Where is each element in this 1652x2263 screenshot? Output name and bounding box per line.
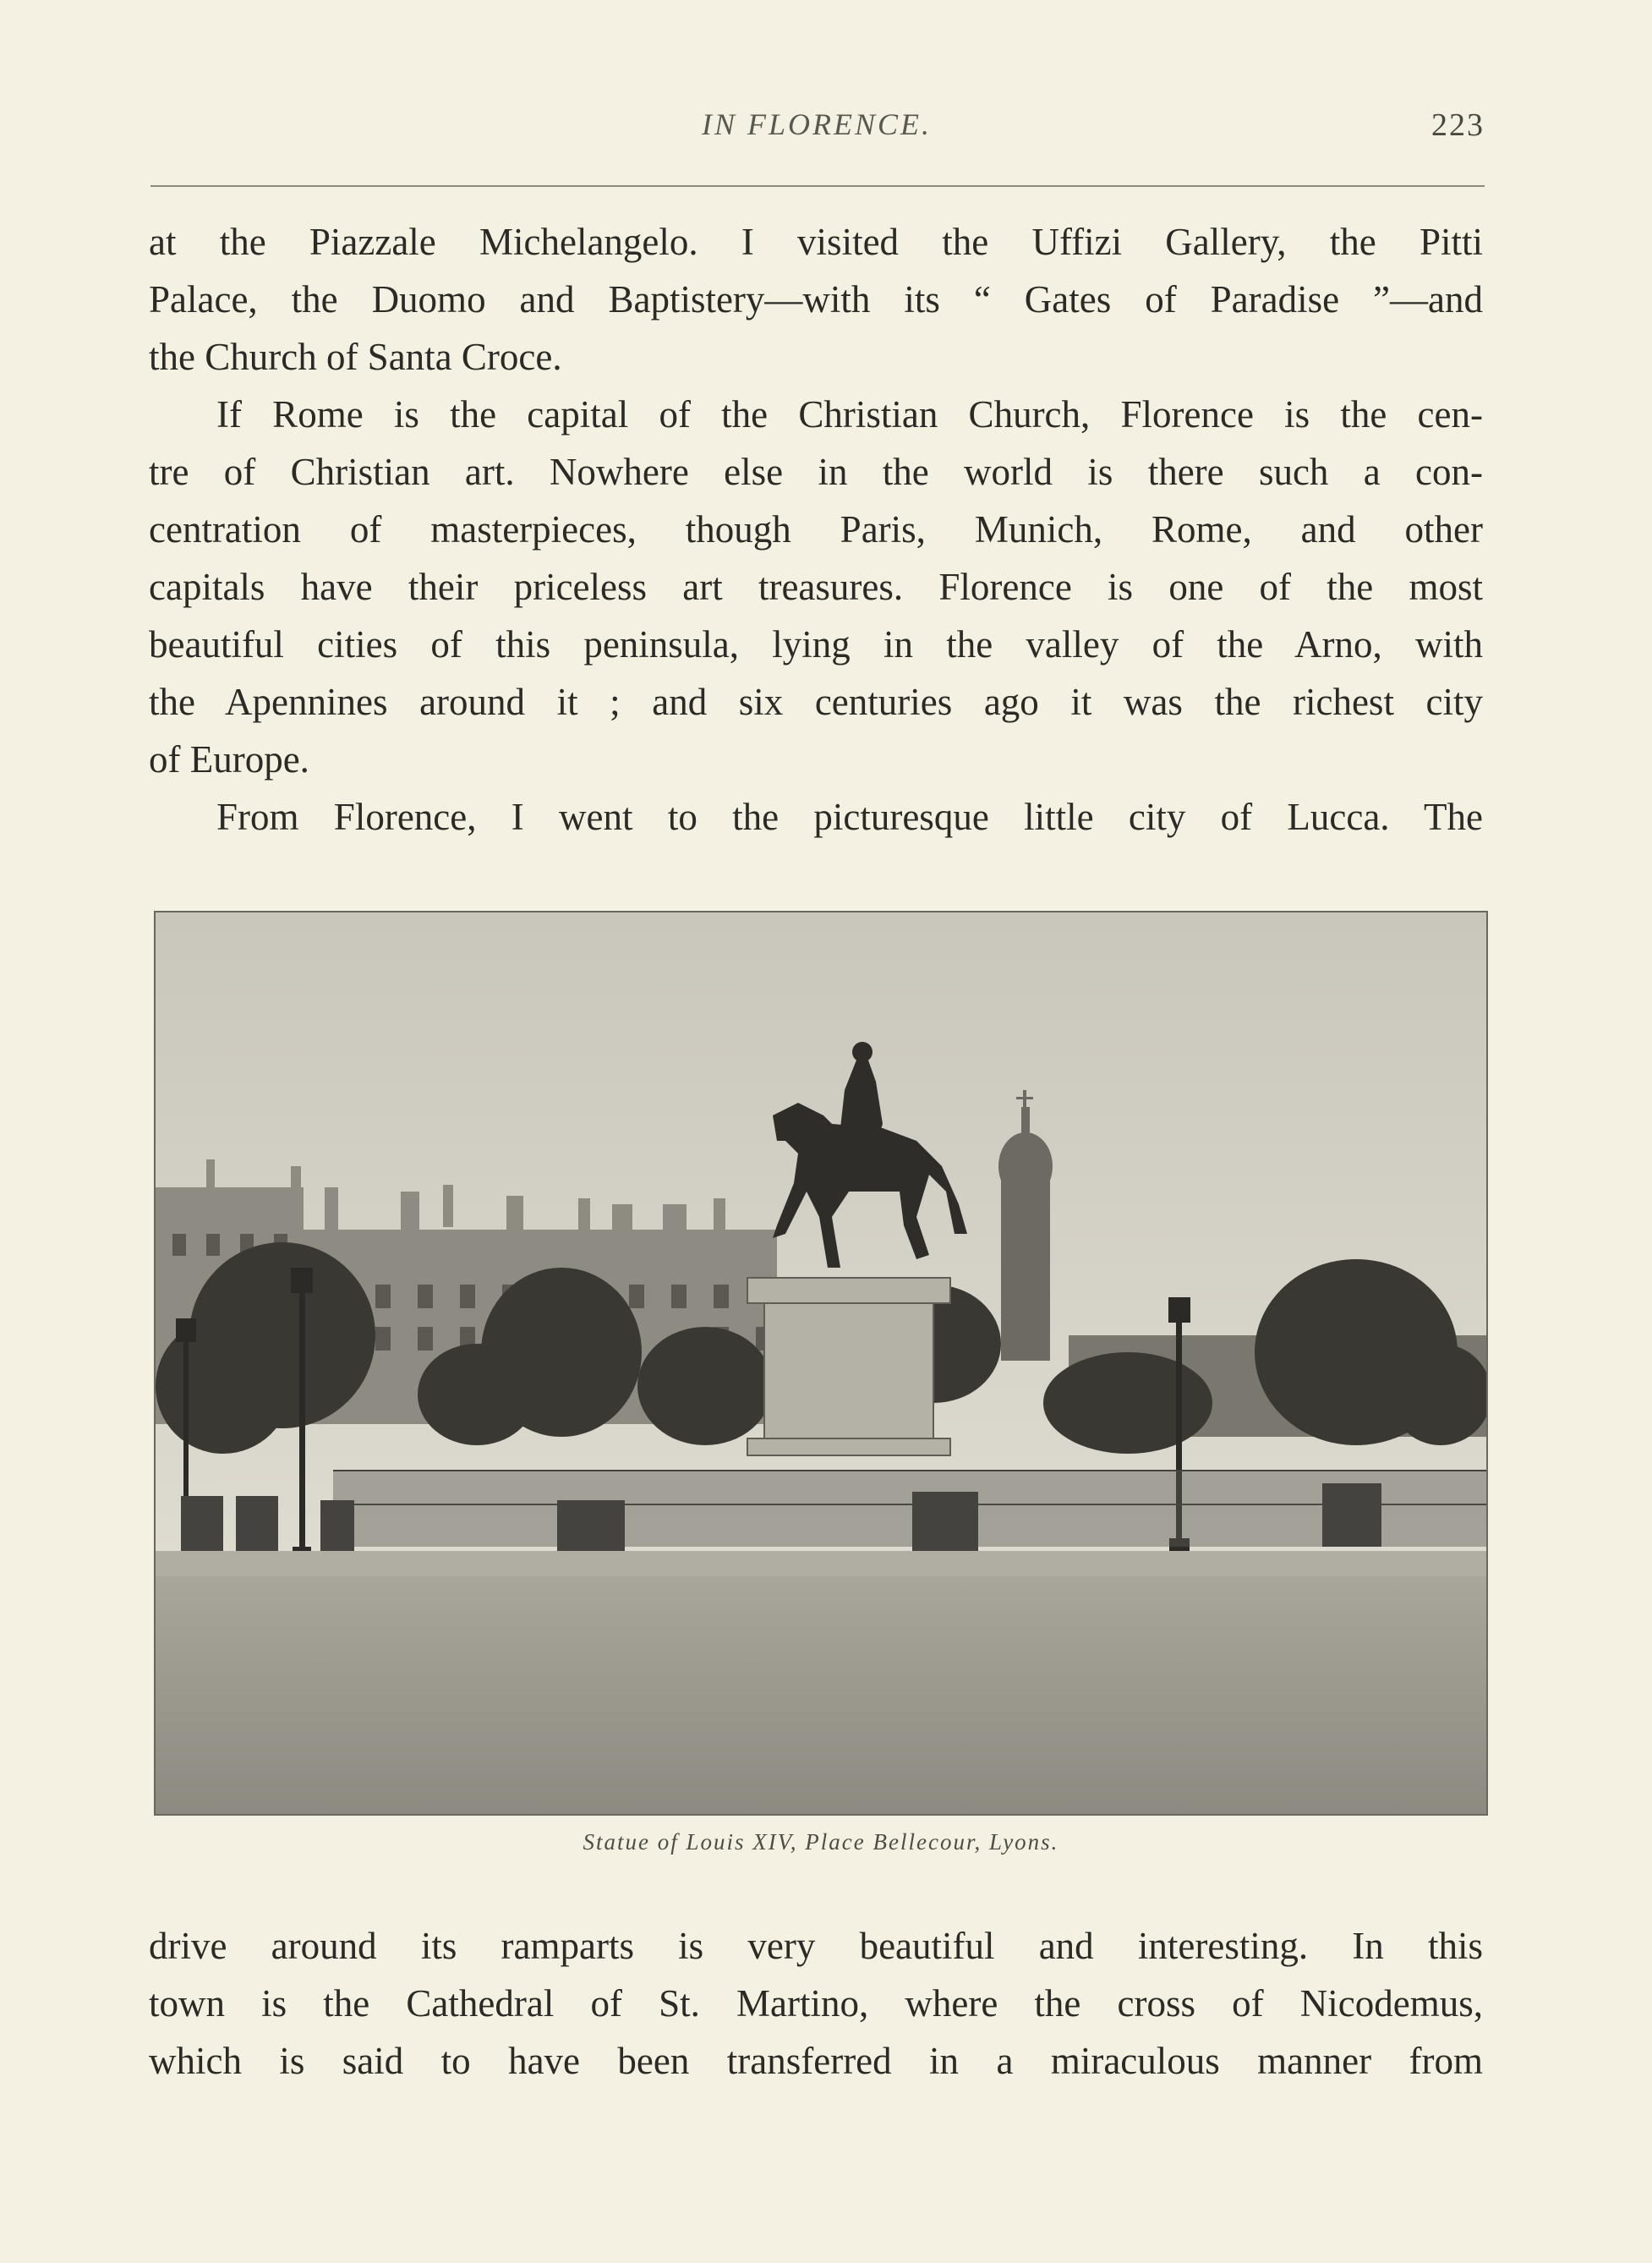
running-title: IN FLORENCE. (701, 107, 932, 141)
running-head (149, 107, 1485, 149)
photograph-equestrian-statue (154, 911, 1488, 1816)
text-line: at the Piazzale Michelangelo. I visited the Uffizi Gallery, the Pitti (149, 221, 1483, 263)
text-line: From Florence, I went to the picturesque little city of Lucca. The (216, 796, 1483, 838)
body-text-top (149, 213, 1483, 846)
text-line: the Apennines around it ; and six centuries ago it was the richest city (149, 681, 1483, 723)
text-line: beautiful cities of this peninsula, lying in the valley of the Arno, with (149, 623, 1483, 666)
page-number: 223 (1431, 107, 1485, 143)
text-line: tre of Christian art. Nowhere else in the world is there such a con- (149, 451, 1483, 493)
photograph-image (156, 912, 1486, 1814)
text-line: centration of masterpieces, though Paris, Munich, Rome, and other (149, 508, 1483, 551)
figure-caption: Statue of Louis XIV, Place Bellecour, Lyons. (583, 1829, 1059, 1855)
text-line: which is said to have been transferred in a miraculous manner from (149, 2040, 1483, 2082)
text-line: drive around its ramparts is very beautiful and interesting. In this (149, 1925, 1483, 1967)
header-rule (150, 185, 1485, 187)
text-line: If Rome is the capital of the Christian Church, Florence is the cen- (216, 393, 1483, 436)
text-line: the Church of Santa Croce. (149, 336, 562, 378)
text-line: of Europe. (149, 738, 309, 781)
text-line: Palace, the Duomo and Baptistery—with its “ Gates of Paradise ”—and (149, 278, 1483, 321)
body-text-bottom (149, 1917, 1483, 2090)
text-line: town is the Cathedral of St. Martino, where the cross of Nicodemus, (149, 1982, 1483, 2025)
text-line: capitals have their priceless art treasures. Florence is one of the most (149, 566, 1483, 608)
